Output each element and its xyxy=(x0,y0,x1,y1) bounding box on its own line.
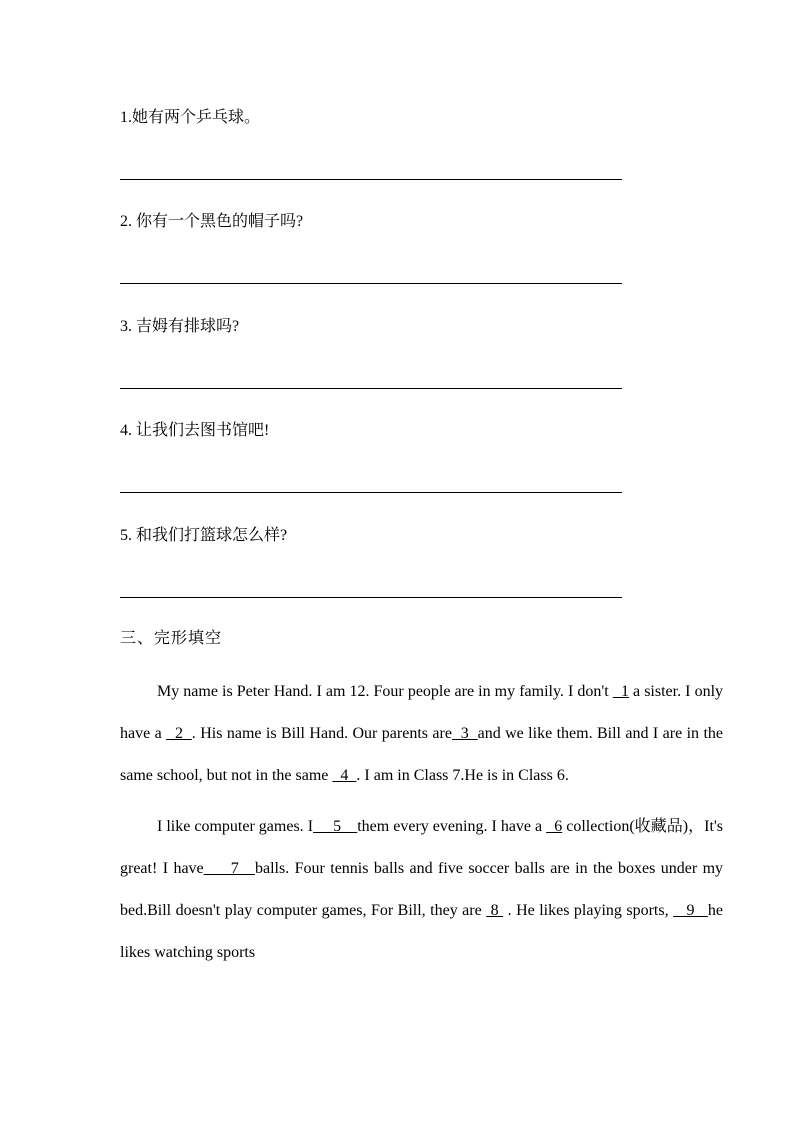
blank-5[interactable]: 5 xyxy=(313,818,358,836)
blank-2[interactable]: 2 xyxy=(166,724,192,742)
passage-text: he likes watching sports xyxy=(120,901,724,961)
passage-text: a sister. I only have a xyxy=(120,683,724,742)
passage-text: . He likes playing sports, xyxy=(503,901,674,919)
passage-text: balls. Four tennis balls and five soccer balls are in the boxes under my bed.Bill doesn't play computer games, For Bill, they are xyxy=(120,860,724,919)
question-1-text: 1.她有两个乒乓球。 xyxy=(120,109,261,126)
passage-paragraph-1 xyxy=(120,671,723,796)
question-5-text: 5. 和我们打篮球怎么样? xyxy=(120,527,288,544)
passage-text: I like computer games. I xyxy=(157,818,314,836)
question-4-text: 4. 让我们去图书馆吧! xyxy=(120,422,270,439)
blank-8[interactable]: 8 xyxy=(486,901,504,919)
cloze-passage xyxy=(120,671,723,974)
blank-7[interactable]: 7 xyxy=(203,860,255,878)
passage-text: collection(收藏品)，It's great! I have xyxy=(120,818,723,878)
answer-line-5[interactable] xyxy=(120,597,622,598)
blank-1[interactable]: 1 xyxy=(612,683,629,700)
answer-line-3[interactable] xyxy=(120,388,622,389)
blank-6[interactable]: 6 xyxy=(546,818,563,836)
blank-4[interactable]: 4 xyxy=(332,766,357,784)
blank-9[interactable]: 9 xyxy=(673,901,708,919)
passage-text: My name is Peter Hand. I am 12. Four people are in my family. I don't xyxy=(157,683,613,700)
passage-text: . I am in Class 7.He is in Class 6. xyxy=(356,766,569,784)
blank-3[interactable]: 3 xyxy=(451,724,478,742)
passage-text: them every evening. I have a xyxy=(357,818,547,836)
section-title: 三、完形填空 xyxy=(120,630,223,647)
question-2-text: 2. 你有一个黑色的帽子吗? xyxy=(120,213,304,230)
answer-line-1[interactable] xyxy=(120,179,622,180)
question-3-text: 3. 吉姆有排球吗? xyxy=(120,318,240,335)
passage-text: and we like them. Bill and I are in the same school, but not in the same xyxy=(120,724,724,784)
answer-line-4[interactable] xyxy=(120,492,622,493)
passage-paragraph-2 xyxy=(120,806,723,973)
answer-line-2[interactable] xyxy=(120,283,622,284)
passage-text: . His name is Bill Hand. Our parents are xyxy=(191,724,452,742)
